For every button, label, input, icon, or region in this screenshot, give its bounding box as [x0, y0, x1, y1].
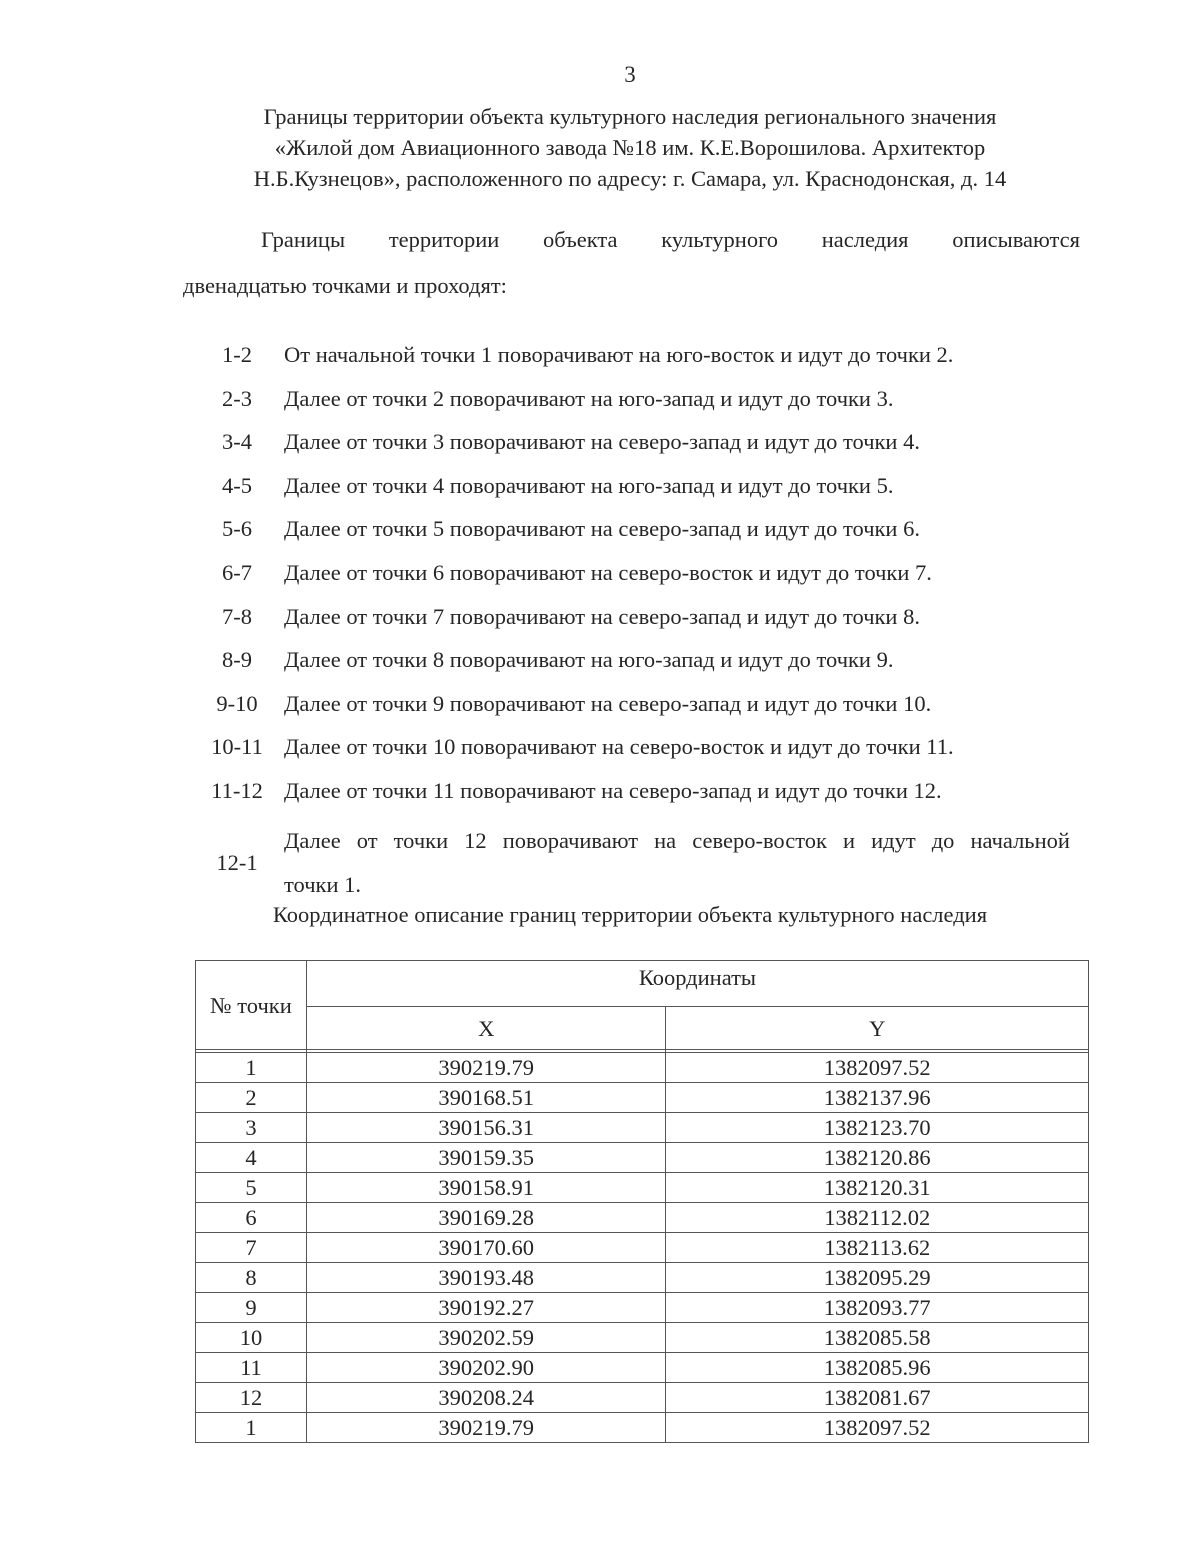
page-number: 3	[624, 62, 636, 87]
document-title	[150, 101, 1110, 194]
intro-word: культурного	[661, 227, 779, 252]
segment-word: Далее	[284, 827, 341, 853]
intro-word: Границы	[261, 227, 346, 252]
boundary-segments-list	[190, 339, 1070, 907]
cell-x: 390156.31	[306, 1113, 666, 1143]
cell-x: 390169.28	[306, 1203, 666, 1233]
segment-text: Далее от точки 10 поворачивают на северо-восток и идут до точки 11.	[284, 734, 954, 760]
cell-y: 1382123.70	[666, 1113, 1089, 1143]
segment-word: поворачивают	[502, 827, 639, 853]
segment-code: 12-1	[216, 849, 258, 875]
segment-row	[190, 339, 1070, 383]
cell-point: 5	[196, 1173, 307, 1203]
segment-word: точки	[393, 827, 449, 853]
segment-code: 8-9	[222, 647, 252, 673]
table-row	[196, 1353, 1089, 1383]
cell-point: 11	[196, 1353, 307, 1383]
segment-word: и	[842, 827, 856, 853]
segment-code: 11-12	[211, 777, 263, 803]
segment-code: 1-2	[222, 342, 252, 367]
segment-row	[190, 426, 1070, 470]
segment-text: Далее от точки 8 поворачивают на юго-запад и идут до точки 9.	[284, 647, 894, 673]
segment-code: 6-7	[222, 559, 252, 585]
segment-text: Далее от точки 6 поворачивают на северо-восток и идут до точки 7.	[284, 559, 932, 585]
segment-text-line-2: точки 1.	[284, 871, 361, 897]
segment-text-line-1	[284, 819, 1070, 863]
table-row	[196, 1053, 1089, 1083]
segment-word: 12	[464, 827, 487, 853]
segment-row	[190, 513, 1070, 557]
segment-code: 2-3	[222, 385, 252, 411]
intro-word: территории	[388, 227, 500, 252]
segment-row	[190, 601, 1070, 645]
cell-point: 8	[196, 1263, 307, 1293]
segment-word: северо-восток	[692, 827, 827, 853]
segment-code: 3-4	[222, 429, 252, 455]
cell-point: 2	[196, 1083, 307, 1113]
cell-x: 390158.91	[306, 1173, 666, 1203]
segment-word: на	[654, 827, 677, 853]
cell-y: 1382137.96	[666, 1083, 1089, 1113]
segment-code: 4-5	[222, 472, 252, 498]
title-line-2: «Жилой дом Авиационного завода №18 им. К.Е.Ворошилова. Архитектор	[274, 135, 986, 160]
cell-point: 10	[196, 1323, 307, 1353]
segment-text	[284, 819, 1070, 907]
header-point-number: № точки	[196, 961, 307, 1050]
cell-y: 1382120.31	[666, 1173, 1089, 1203]
segment-text: Далее от точки 2 поворачивают на юго-запад и идут до точки 3.	[284, 385, 894, 411]
cell-x: 390159.35	[306, 1143, 666, 1173]
segment-word: начальной	[970, 827, 1070, 853]
segment-row	[190, 557, 1070, 601]
table-row	[196, 1113, 1089, 1143]
header-y: Y	[666, 1007, 1089, 1050]
segment-text: Далее от точки 5 поворачивают на северо-запад и идут до точки 6.	[284, 516, 920, 542]
cell-y: 1382097.52	[666, 1413, 1089, 1443]
cell-x: 390192.27	[306, 1293, 666, 1323]
table-row	[196, 1083, 1089, 1113]
cell-point: 12	[196, 1383, 307, 1413]
table-row	[196, 1383, 1089, 1413]
cell-y: 1382095.29	[666, 1263, 1089, 1293]
segment-row	[190, 644, 1070, 688]
table-row	[196, 1203, 1089, 1233]
intro-word: наследия	[821, 227, 909, 252]
coordinates-table	[195, 960, 1089, 1443]
segment-text: Далее от точки 4 поворачивают на юго-запад и идут до точки 5.	[284, 472, 894, 498]
intro-line-1	[183, 224, 1080, 256]
segment-row	[190, 731, 1070, 775]
cell-y: 1382093.77	[666, 1293, 1089, 1323]
cell-y: 1382112.02	[666, 1203, 1089, 1233]
header-x: X	[306, 1007, 666, 1050]
table-row	[196, 1143, 1089, 1173]
segment-code: 7-8	[222, 603, 252, 629]
cell-x: 390208.24	[306, 1383, 666, 1413]
cell-x: 390219.79	[306, 1413, 666, 1443]
table-row	[196, 1413, 1089, 1443]
table-row	[196, 1323, 1089, 1353]
intro-line-2: двенадцатью точками и проходят:	[183, 273, 507, 298]
segment-text: От начальной точки 1 поворачивают на юго-восток и идут до точки 2.	[284, 342, 954, 367]
title-line-3: Н.Б.Кузнецов», расположенного по адресу: г. Самара, ул. Краснодонская, д. 14	[253, 166, 1007, 191]
cell-point: 4	[196, 1143, 307, 1173]
table-row	[196, 1263, 1089, 1293]
segment-row	[190, 775, 1070, 819]
intro-word: объекта	[543, 227, 618, 252]
cell-point: 6	[196, 1203, 307, 1233]
table-row	[196, 1173, 1089, 1203]
segment-text: Далее от точки 11 поворачивают на северо-запад и идут до точки 12.	[284, 777, 942, 803]
table-row	[196, 1233, 1089, 1263]
segment-row	[190, 383, 1070, 427]
cell-y: 1382085.58	[666, 1323, 1089, 1353]
cell-point: 3	[196, 1113, 307, 1143]
segment-row	[190, 470, 1070, 514]
segment-word: до	[931, 827, 955, 853]
table-row	[196, 1293, 1089, 1323]
cell-x: 390202.59	[306, 1323, 666, 1353]
cell-x: 390170.60	[306, 1233, 666, 1263]
segment-row	[190, 688, 1070, 732]
segment-code: 5-6	[222, 516, 252, 542]
segment-word: идут	[871, 827, 916, 853]
intro-paragraph	[183, 224, 1080, 302]
title-line-1: Границы территории объекта культурного наследия регионального значения	[263, 104, 997, 129]
header-coordinates: Координаты	[306, 961, 1088, 1007]
cell-point: 1	[196, 1053, 307, 1083]
cell-x: 390219.79	[306, 1053, 666, 1083]
segment-text: Далее от точки 7 поворачивают на северо-запад и идут до точки 8.	[284, 603, 920, 629]
table-caption: Координатное описание границ территории объекта культурного наследия	[272, 902, 988, 927]
intro-word: описываются	[952, 227, 1080, 252]
segment-word: от	[356, 827, 378, 853]
segment-code: 9-10	[216, 690, 258, 716]
segment-row	[190, 819, 1070, 907]
segment-text: Далее от точки 3 поворачивают на северо-запад и идут до точки 4.	[284, 429, 920, 455]
cell-y: 1382085.96	[666, 1353, 1089, 1383]
cell-y: 1382120.86	[666, 1143, 1089, 1173]
cell-x: 390168.51	[306, 1083, 666, 1113]
cell-y: 1382081.67	[666, 1383, 1089, 1413]
cell-x: 390193.48	[306, 1263, 666, 1293]
cell-y: 1382097.52	[666, 1053, 1089, 1083]
cell-y: 1382113.62	[666, 1233, 1089, 1263]
segment-text: Далее от точки 9 поворачивают на северо-запад и идут до точки 10.	[284, 690, 932, 716]
cell-point: 7	[196, 1233, 307, 1263]
cell-point: 1	[196, 1413, 307, 1443]
cell-x: 390202.90	[306, 1353, 666, 1383]
segment-code: 10-11	[211, 734, 263, 760]
cell-point: 9	[196, 1293, 307, 1323]
